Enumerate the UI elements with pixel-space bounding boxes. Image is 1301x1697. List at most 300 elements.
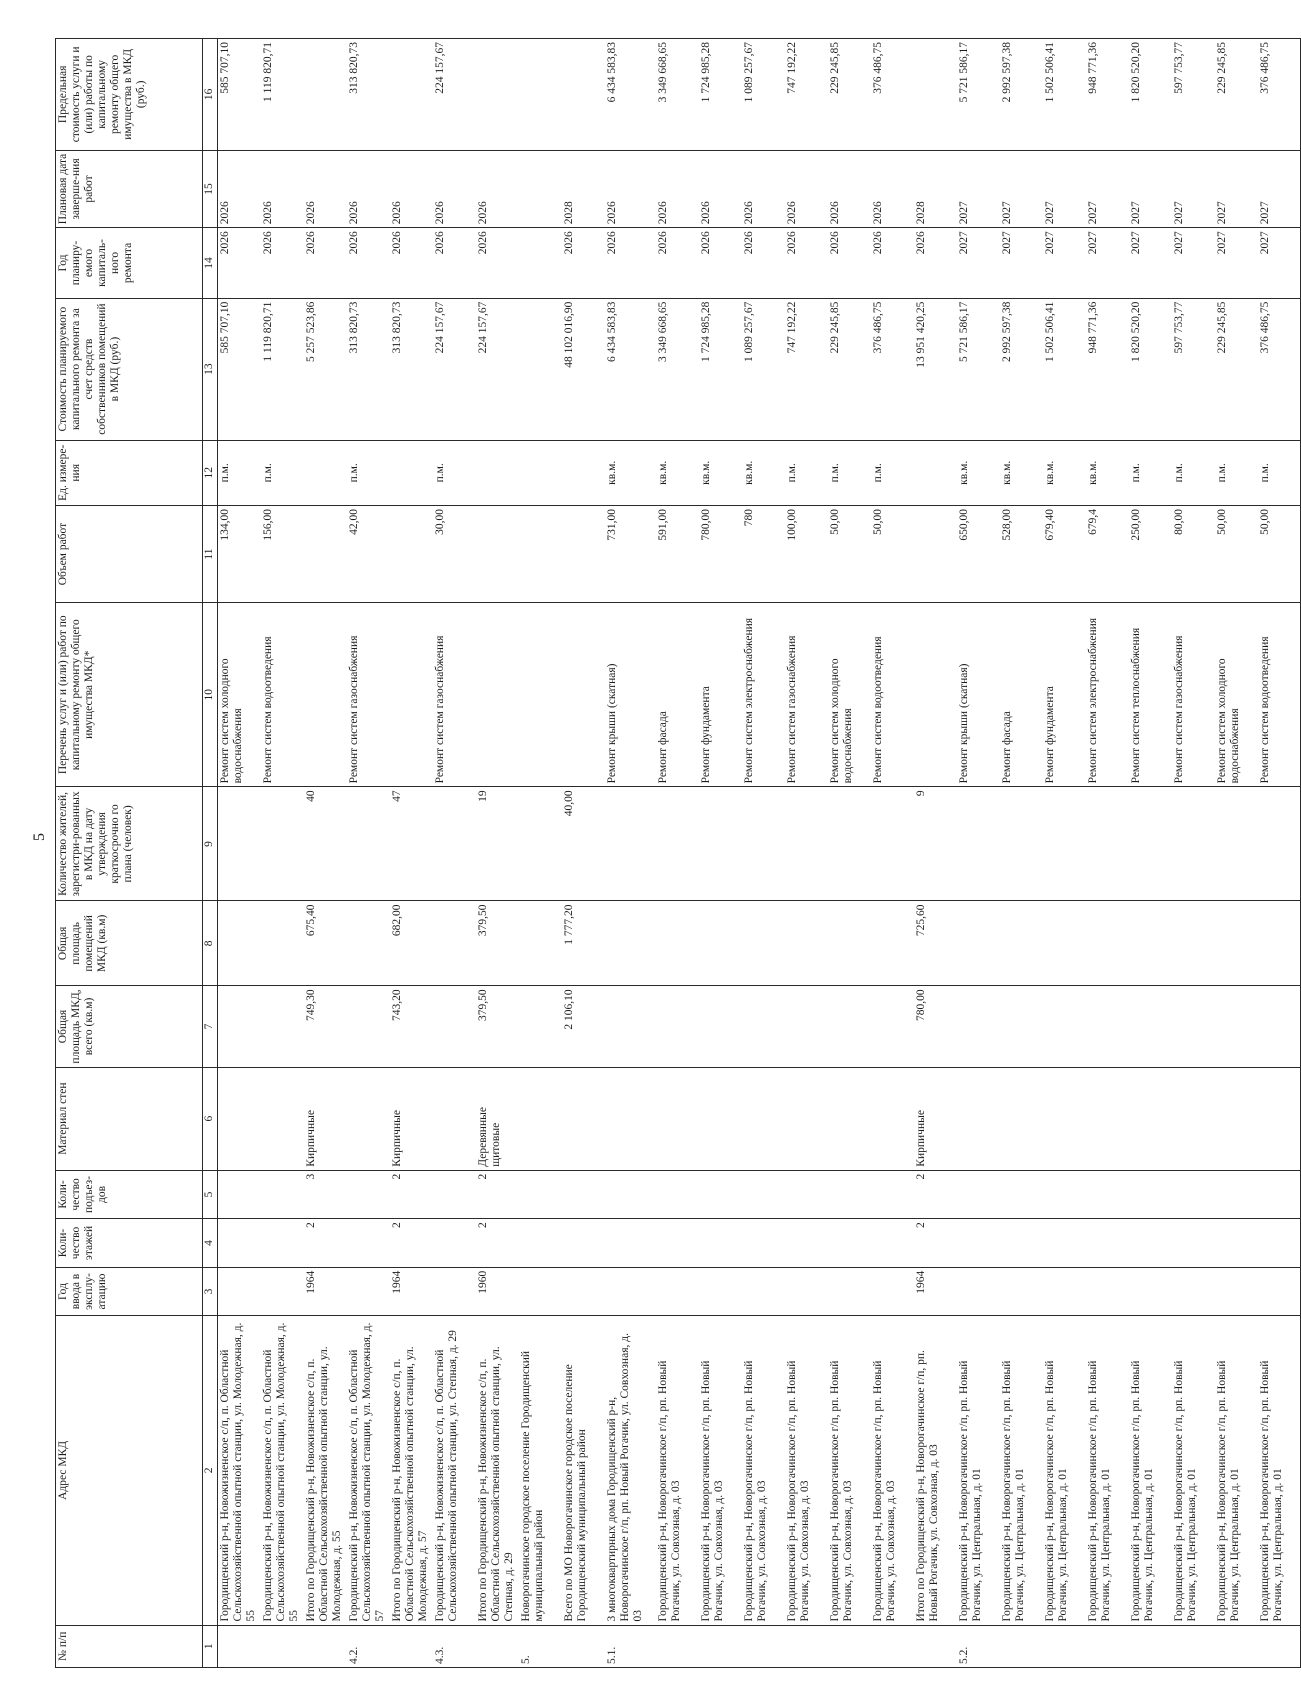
max-cost-cell: 6 434 583,83 bbox=[605, 39, 656, 151]
row-number-cell bbox=[304, 1625, 347, 1667]
max-cost-cell: 2 992 597,38 bbox=[1000, 39, 1043, 151]
residents-cell bbox=[1172, 787, 1215, 901]
entrances-cell bbox=[699, 1170, 742, 1219]
address-cell: Городищенский р-н, Новорогачинское г/п, рп. Новый Рогачик, ул. Совхозная, д. 03 bbox=[742, 1316, 785, 1625]
premises-area-cell bbox=[519, 901, 562, 986]
repair-plan-table bbox=[55, 38, 1301, 1668]
work-type-cell: Ремонт систем электроснабжения bbox=[742, 603, 785, 787]
work-volume-cell bbox=[914, 506, 957, 603]
premises-area-cell bbox=[605, 901, 656, 986]
year-built-cell bbox=[1043, 1267, 1086, 1316]
rotated-page bbox=[55, 38, 1284, 1668]
completion-date-cell: 2026 bbox=[347, 150, 390, 228]
entrances-cell bbox=[828, 1170, 871, 1219]
col-header: Ед. измере-ния bbox=[56, 440, 203, 505]
address-cell: Городищенский р-н, Новожизненское с/п, п. Областной Сельскохозяйственной опытной станции, ул. Степная, д. 29 bbox=[433, 1316, 476, 1625]
premises-area-cell bbox=[433, 901, 476, 986]
col-header: Коли-чество этажей bbox=[56, 1219, 203, 1268]
completion-date-cell: 2026 bbox=[304, 150, 347, 228]
row-number-cell: 5.1. bbox=[605, 1625, 656, 1667]
work-volume-cell: 50,00 bbox=[1258, 506, 1301, 603]
col-header: № п/п bbox=[56, 1625, 203, 1667]
wall-material-cell: Кирпичные bbox=[304, 1067, 347, 1170]
planned-cost-cell: 376 486,75 bbox=[1258, 298, 1301, 440]
floors-cell: 2 bbox=[914, 1219, 957, 1268]
repair-year-cell: 2027 bbox=[1129, 228, 1172, 298]
table-row bbox=[304, 39, 347, 1668]
table-body bbox=[218, 39, 1301, 1668]
row-number-cell bbox=[218, 1625, 261, 1667]
planned-cost-cell: 3 349 668,65 bbox=[656, 298, 699, 440]
col-number: 15 bbox=[203, 150, 218, 228]
work-type-cell: Ремонт систем холодного водоснабжения bbox=[1215, 603, 1258, 787]
work-type-cell: Ремонт систем теплоснабжения bbox=[1129, 603, 1172, 787]
col-header: Год ввода в эксплу-атацию bbox=[56, 1267, 203, 1316]
work-type-cell: Ремонт систем газоснабжения bbox=[1172, 603, 1215, 787]
address-cell: Итого по Городищенский р-н, Новорогачинское г/п, рп. Новый Рогачик, ул. Совхозная, д. 03 bbox=[914, 1316, 957, 1625]
unit-cell: п.м. bbox=[1172, 440, 1215, 505]
year-built-cell: 1960 bbox=[476, 1267, 519, 1316]
premises-area-cell bbox=[1172, 901, 1215, 986]
table-row bbox=[871, 39, 914, 1668]
residents-cell bbox=[218, 787, 261, 901]
total-area-cell bbox=[261, 986, 304, 1067]
table-row bbox=[785, 39, 828, 1668]
total-area-cell bbox=[218, 986, 261, 1067]
entrances-cell bbox=[261, 1170, 304, 1219]
repair-year-cell: 2026 bbox=[261, 228, 304, 298]
premises-area-cell bbox=[1086, 901, 1129, 986]
col-number: 5 bbox=[203, 1170, 218, 1219]
work-type-cell: Ремонт систем газоснабжения bbox=[785, 603, 828, 787]
unit-cell bbox=[304, 440, 347, 505]
row-number-cell bbox=[476, 1625, 519, 1667]
entrances-cell bbox=[742, 1170, 785, 1219]
premises-area-cell: 725,60 bbox=[914, 901, 957, 986]
table-row bbox=[261, 39, 304, 1668]
completion-date-cell: 2026 bbox=[871, 150, 914, 228]
year-built-cell bbox=[957, 1267, 1000, 1316]
residents-cell bbox=[347, 787, 390, 901]
repair-year-cell: 2026 bbox=[218, 228, 261, 298]
premises-area-cell: 379,50 bbox=[476, 901, 519, 986]
total-area-cell bbox=[433, 986, 476, 1067]
work-type-cell: Ремонт систем электроснабжения bbox=[1086, 603, 1129, 787]
wall-material-cell bbox=[347, 1067, 390, 1170]
wall-material-cell: Кирпичные bbox=[390, 1067, 433, 1170]
residents-cell bbox=[828, 787, 871, 901]
col-header: Объем работ bbox=[56, 506, 203, 603]
address-cell: Итого по Городищенский р-н, Новожизненское с/п, п. Областной Сельскохозяйственной опытной станции, ул. Молодежная, д. 57 bbox=[390, 1316, 433, 1625]
planned-cost-cell: 5 721 586,17 bbox=[957, 298, 1000, 440]
total-area-cell bbox=[605, 986, 656, 1067]
col-number: 14 bbox=[203, 228, 218, 298]
entrances-cell bbox=[1086, 1170, 1129, 1219]
row-number-cell bbox=[656, 1625, 699, 1667]
col-number: 9 bbox=[203, 787, 218, 901]
year-built-cell: 1964 bbox=[914, 1267, 957, 1316]
work-volume-cell: 650,00 bbox=[957, 506, 1000, 603]
premises-area-cell bbox=[785, 901, 828, 986]
unit-cell: п.м. bbox=[261, 440, 304, 505]
premises-area-cell bbox=[218, 901, 261, 986]
entrances-cell bbox=[1043, 1170, 1086, 1219]
page-number: 5 bbox=[31, 833, 48, 841]
max-cost-cell: 229 245,85 bbox=[828, 39, 871, 151]
floors-cell bbox=[433, 1219, 476, 1268]
year-built-cell bbox=[1258, 1267, 1301, 1316]
unit-cell bbox=[519, 440, 562, 505]
total-area-cell bbox=[347, 986, 390, 1067]
floors-cell bbox=[562, 1219, 605, 1268]
residents-cell bbox=[742, 787, 785, 901]
repair-year-cell: 2026 bbox=[828, 228, 871, 298]
max-cost-cell bbox=[304, 39, 347, 151]
residents-cell bbox=[433, 787, 476, 901]
year-built-cell bbox=[1000, 1267, 1043, 1316]
col-header: Адрес МКД bbox=[56, 1316, 203, 1625]
year-built-cell bbox=[562, 1267, 605, 1316]
year-built-cell bbox=[261, 1267, 304, 1316]
residents-cell bbox=[656, 787, 699, 901]
floors-cell bbox=[1215, 1219, 1258, 1268]
wall-material-cell bbox=[605, 1067, 656, 1170]
floors-cell bbox=[347, 1219, 390, 1268]
residents-cell bbox=[1043, 787, 1086, 901]
unit-cell: кв.м. bbox=[742, 440, 785, 505]
wall-material-cell bbox=[742, 1067, 785, 1170]
premises-area-cell: 675,40 bbox=[304, 901, 347, 986]
table-row bbox=[218, 39, 261, 1668]
table-row bbox=[957, 39, 1000, 1668]
unit-cell: кв.м. bbox=[957, 440, 1000, 505]
wall-material-cell bbox=[1043, 1067, 1086, 1170]
table-row bbox=[828, 39, 871, 1668]
residents-cell: 40,00 bbox=[562, 787, 605, 901]
entrances-cell bbox=[433, 1170, 476, 1219]
repair-year-cell: 2027 bbox=[1000, 228, 1043, 298]
repair-year-cell: 2026 bbox=[433, 228, 476, 298]
completion-date-cell: 2026 bbox=[218, 150, 261, 228]
total-area-cell: 749,30 bbox=[304, 986, 347, 1067]
floors-cell bbox=[1000, 1219, 1043, 1268]
planned-cost-cell: 1 820 520,20 bbox=[1129, 298, 1172, 440]
completion-date-cell: 2026 bbox=[785, 150, 828, 228]
floors-cell bbox=[699, 1219, 742, 1268]
repair-year-cell: 2026 bbox=[871, 228, 914, 298]
address-cell: Городищенский р-н, Новорогачинское г/п, рп. Новый Рогачик, ул. Центральная, д. 01 bbox=[957, 1316, 1000, 1625]
year-built-cell bbox=[605, 1267, 656, 1316]
max-cost-cell bbox=[390, 39, 433, 151]
completion-date-cell: 2026 bbox=[433, 150, 476, 228]
entrances-cell bbox=[519, 1170, 562, 1219]
col-number: 8 bbox=[203, 901, 218, 986]
entrances-cell: 3 bbox=[304, 1170, 347, 1219]
planned-cost-cell: 1 502 506,41 bbox=[1043, 298, 1086, 440]
max-cost-cell: 1 119 820,71 bbox=[261, 39, 304, 151]
planned-cost-cell: 5 257 523,86 bbox=[304, 298, 347, 440]
max-cost-cell: 1 820 520,20 bbox=[1129, 39, 1172, 151]
planned-cost-cell: 1 724 985,28 bbox=[699, 298, 742, 440]
repair-year-cell: 2027 bbox=[1086, 228, 1129, 298]
completion-date-cell: 2028 bbox=[914, 150, 957, 228]
repair-year-cell: 2026 bbox=[390, 228, 433, 298]
row-number-cell bbox=[1043, 1625, 1086, 1667]
work-type-cell: Ремонт крыши (скатная) bbox=[957, 603, 1000, 787]
floors-cell bbox=[828, 1219, 871, 1268]
row-number-cell: 5. bbox=[519, 1625, 562, 1667]
table-row bbox=[433, 39, 476, 1668]
wall-material-cell bbox=[1215, 1067, 1258, 1170]
entrances-cell bbox=[957, 1170, 1000, 1219]
unit-cell bbox=[562, 440, 605, 505]
max-cost-cell: 313 820,73 bbox=[347, 39, 390, 151]
wall-material-cell bbox=[433, 1067, 476, 1170]
work-volume-cell: 679,40 bbox=[1043, 506, 1086, 603]
year-built-cell bbox=[433, 1267, 476, 1316]
table-row bbox=[605, 39, 656, 1668]
table-row bbox=[562, 39, 605, 1668]
premises-area-cell bbox=[1215, 901, 1258, 986]
total-area-cell bbox=[1172, 986, 1215, 1067]
total-area-cell: 780,00 bbox=[914, 986, 957, 1067]
col-header: Плановая дата заверше-ния работ bbox=[56, 150, 203, 228]
year-built-cell bbox=[519, 1267, 562, 1316]
wall-material-cell bbox=[562, 1067, 605, 1170]
residents-cell bbox=[1215, 787, 1258, 901]
planned-cost-cell: 224 157,67 bbox=[476, 298, 519, 440]
residents-cell bbox=[261, 787, 304, 901]
row-number-cell: 5.2. bbox=[957, 1625, 1000, 1667]
work-type-cell: Ремонт систем водоотведения bbox=[261, 603, 304, 787]
col-number: 7 bbox=[203, 986, 218, 1067]
row-number-cell bbox=[1000, 1625, 1043, 1667]
work-type-cell bbox=[390, 603, 433, 787]
unit-cell bbox=[476, 440, 519, 505]
work-type-cell: Ремонт систем холодного водоснабжения bbox=[828, 603, 871, 787]
total-area-cell bbox=[828, 986, 871, 1067]
row-number-cell bbox=[785, 1625, 828, 1667]
address-cell: Городищенский р-н, Новорогачинское г/п, рп. Новый Рогачик, ул. Совхозная, д. 03 bbox=[871, 1316, 914, 1625]
work-type-cell: Ремонт крыши (скатная) bbox=[605, 603, 656, 787]
unit-cell bbox=[390, 440, 433, 505]
work-type-cell bbox=[476, 603, 519, 787]
max-cost-cell: 1 089 257,67 bbox=[742, 39, 785, 151]
table-row bbox=[476, 39, 519, 1668]
wall-material-cell bbox=[828, 1067, 871, 1170]
address-cell: Городищенский р-н, Новожизненское с/п, п. Областной Сельскохозяйственной опытной станции, ул. Молодежная, д. 57 bbox=[347, 1316, 390, 1625]
row-number-cell bbox=[742, 1625, 785, 1667]
unit-cell bbox=[914, 440, 957, 505]
repair-year-cell: 2026 bbox=[476, 228, 519, 298]
row-number-cell bbox=[562, 1625, 605, 1667]
planned-cost-cell: 2 992 597,38 bbox=[1000, 298, 1043, 440]
table-row bbox=[390, 39, 433, 1668]
table-row bbox=[742, 39, 785, 1668]
unit-cell: п.м. bbox=[1215, 440, 1258, 505]
max-cost-cell bbox=[519, 39, 562, 151]
floors-cell bbox=[1258, 1219, 1301, 1268]
col-number: 1 bbox=[203, 1625, 218, 1667]
max-cost-cell: 224 157,67 bbox=[433, 39, 476, 151]
col-header: Коли-чество подъез-дов bbox=[56, 1170, 203, 1219]
address-cell: Новорогачинское городское поселение Городищенский муниципальный район bbox=[519, 1316, 562, 1625]
max-cost-cell: 585 707,10 bbox=[218, 39, 261, 151]
total-area-cell bbox=[1000, 986, 1043, 1067]
total-area-cell bbox=[742, 986, 785, 1067]
total-area-cell bbox=[656, 986, 699, 1067]
total-area-cell bbox=[1086, 986, 1129, 1067]
premises-area-cell bbox=[1043, 901, 1086, 986]
repair-year-cell: 2026 bbox=[785, 228, 828, 298]
work-volume-cell bbox=[304, 506, 347, 603]
table-row bbox=[1129, 39, 1172, 1668]
max-cost-cell bbox=[562, 39, 605, 151]
repair-year-cell bbox=[519, 228, 562, 298]
residents-cell bbox=[605, 787, 656, 901]
row-number-cell bbox=[1215, 1625, 1258, 1667]
completion-date-cell: 2027 bbox=[1000, 150, 1043, 228]
repair-year-cell: 2027 bbox=[957, 228, 1000, 298]
table-row bbox=[699, 39, 742, 1668]
premises-area-cell bbox=[828, 901, 871, 986]
col-header: Количество жителей, зарегистри-рованных в МКД на дату утверждения краткосрочно го плана (человек) bbox=[56, 787, 203, 901]
max-cost-cell: 597 753,77 bbox=[1172, 39, 1215, 151]
planned-cost-cell: 747 192,22 bbox=[785, 298, 828, 440]
floors-cell bbox=[785, 1219, 828, 1268]
total-area-cell bbox=[1258, 986, 1301, 1067]
repair-year-cell: 2027 bbox=[1258, 228, 1301, 298]
planned-cost-cell: 48 102 016,90 bbox=[562, 298, 605, 440]
wall-material-cell bbox=[785, 1067, 828, 1170]
completion-date-cell: 2027 bbox=[1172, 150, 1215, 228]
floors-cell bbox=[1086, 1219, 1129, 1268]
completion-date-cell: 2027 bbox=[1258, 150, 1301, 228]
floors-cell bbox=[957, 1219, 1000, 1268]
entrances-cell: 2 bbox=[914, 1170, 957, 1219]
planned-cost-cell: 313 820,73 bbox=[347, 298, 390, 440]
work-type-cell bbox=[562, 603, 605, 787]
completion-date-cell: 2027 bbox=[1215, 150, 1258, 228]
unit-cell: кв.м. bbox=[1043, 440, 1086, 505]
address-cell: Городищенский р-н, Новорогачинское г/п, рп. Новый Рогачик, ул. Центральная, д. 01 bbox=[1172, 1316, 1215, 1625]
floors-cell bbox=[1129, 1219, 1172, 1268]
max-cost-cell: 229 245,85 bbox=[1215, 39, 1258, 151]
planned-cost-cell: 1 119 820,71 bbox=[261, 298, 304, 440]
work-volume-cell: 50,00 bbox=[871, 506, 914, 603]
completion-date-cell: 2028 bbox=[562, 150, 605, 228]
year-built-cell bbox=[871, 1267, 914, 1316]
wall-material-cell bbox=[656, 1067, 699, 1170]
entrances-cell: 2 bbox=[476, 1170, 519, 1219]
year-built-cell bbox=[828, 1267, 871, 1316]
address-cell: Всего по МО Новорогачинское городское поселение Городищенский муниципальный район bbox=[562, 1316, 605, 1625]
floors-cell bbox=[605, 1219, 656, 1268]
repair-year-cell: 2026 bbox=[304, 228, 347, 298]
year-built-cell bbox=[1129, 1267, 1172, 1316]
entrances-cell bbox=[347, 1170, 390, 1219]
premises-area-cell bbox=[1129, 901, 1172, 986]
work-type-cell: Ремонт систем водоотведения bbox=[1258, 603, 1301, 787]
address-cell: Городищенский р-н, Новорогачинское г/п, рп. Новый Рогачик, ул. Центральная, д. 01 bbox=[1086, 1316, 1129, 1625]
wall-material-cell bbox=[871, 1067, 914, 1170]
year-built-cell bbox=[1086, 1267, 1129, 1316]
work-type-cell bbox=[914, 603, 957, 787]
completion-date-cell: 2027 bbox=[957, 150, 1000, 228]
planned-cost-cell: 1 089 257,67 bbox=[742, 298, 785, 440]
work-volume-cell bbox=[476, 506, 519, 603]
col-number: 2 bbox=[203, 1316, 218, 1625]
address-cell: Городищенский р-н, Новорогачинское г/п, рп. Новый Рогачик, ул. Совхозная, д. 03 bbox=[828, 1316, 871, 1625]
max-cost-cell: 1 502 506,41 bbox=[1043, 39, 1086, 151]
table-row bbox=[656, 39, 699, 1668]
table-row bbox=[347, 39, 390, 1668]
year-built-cell bbox=[347, 1267, 390, 1316]
address-cell: Городищенский р-н, Новожизненское с/п, п. Областной Сельскохозяйственной опытной станции, ул. Молодежная, д. 55 bbox=[261, 1316, 304, 1625]
table-row bbox=[1086, 39, 1129, 1668]
table-row bbox=[1258, 39, 1301, 1668]
year-built-cell bbox=[699, 1267, 742, 1316]
residents-cell bbox=[519, 787, 562, 901]
col-number: 3 bbox=[203, 1267, 218, 1316]
premises-area-cell bbox=[1258, 901, 1301, 986]
residents-cell bbox=[785, 787, 828, 901]
work-volume-cell: 42,00 bbox=[347, 506, 390, 603]
row-number-cell: 4.3. bbox=[433, 1625, 476, 1667]
col-header: Год планиру-емого капиталь-ного ремонта bbox=[56, 228, 203, 298]
entrances-cell bbox=[562, 1170, 605, 1219]
column-number-row bbox=[203, 39, 218, 1668]
residents-cell bbox=[1000, 787, 1043, 901]
wall-material-cell bbox=[1000, 1067, 1043, 1170]
total-area-cell bbox=[1043, 986, 1086, 1067]
max-cost-cell: 3 349 668,65 bbox=[656, 39, 699, 151]
wall-material-cell bbox=[1172, 1067, 1215, 1170]
entrances-cell bbox=[605, 1170, 656, 1219]
wall-material-cell bbox=[261, 1067, 304, 1170]
planned-cost-cell: 376 486,75 bbox=[871, 298, 914, 440]
work-type-cell: Ремонт фасада bbox=[1000, 603, 1043, 787]
work-volume-cell: 731,00 bbox=[605, 506, 656, 603]
floors-cell bbox=[871, 1219, 914, 1268]
residents-cell bbox=[1258, 787, 1301, 901]
row-number-cell bbox=[1172, 1625, 1215, 1667]
address-cell: Итого по Городищенский р-н, Новожизненское с/п, п. Областной Сельскохозяйственной опытной станции, ул. Молодежная, д. 55 bbox=[304, 1316, 347, 1625]
col-header: Стоимость планируемого капитального ремонта за счет средств собственников помещений в МКД (руб.) bbox=[56, 298, 203, 440]
total-area-cell: 379,50 bbox=[476, 986, 519, 1067]
completion-date-cell: 2027 bbox=[1129, 150, 1172, 228]
residents-cell bbox=[699, 787, 742, 901]
entrances-cell: 2 bbox=[390, 1170, 433, 1219]
col-number: 12 bbox=[203, 440, 218, 505]
work-type-cell: Ремонт фундамента bbox=[699, 603, 742, 787]
entrances-cell bbox=[785, 1170, 828, 1219]
planned-cost-cell bbox=[519, 298, 562, 440]
wall-material-cell bbox=[699, 1067, 742, 1170]
unit-cell: п.м. bbox=[828, 440, 871, 505]
address-cell: Городищенский р-н, Новорогачинское г/п, рп. Новый Рогачик, ул. Совхозная, д. 03 bbox=[656, 1316, 699, 1625]
work-volume-cell: 30,00 bbox=[433, 506, 476, 603]
wall-material-cell: Кирпичные bbox=[914, 1067, 957, 1170]
entrances-cell bbox=[1258, 1170, 1301, 1219]
work-volume-cell: 250,00 bbox=[1129, 506, 1172, 603]
repair-year-cell: 2026 bbox=[914, 228, 957, 298]
work-type-cell: Ремонт систем холодного водоснабжения bbox=[218, 603, 261, 787]
row-number-cell bbox=[1258, 1625, 1301, 1667]
wall-material-cell bbox=[519, 1067, 562, 1170]
completion-date-cell: 2026 bbox=[261, 150, 304, 228]
total-area-cell bbox=[519, 986, 562, 1067]
